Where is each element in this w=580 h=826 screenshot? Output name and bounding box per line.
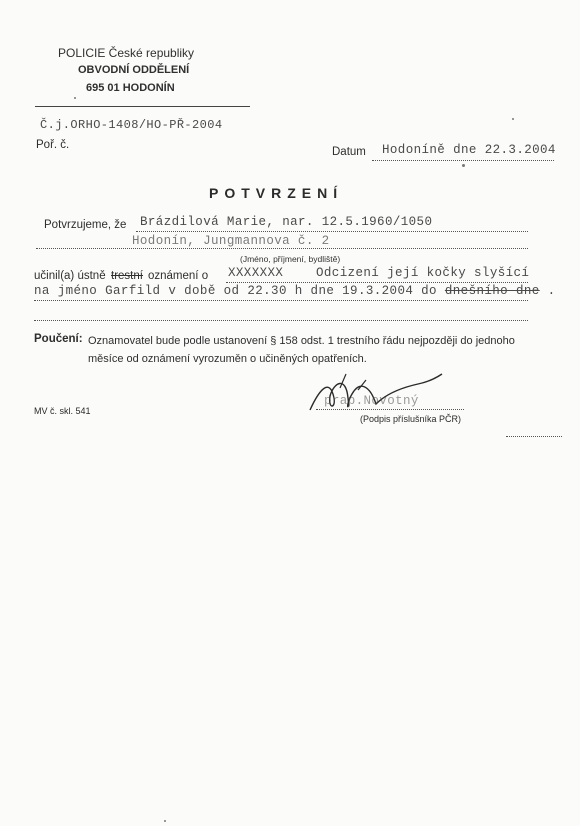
reference-number: Č.j.ORHO-1408/HO-PŘ-2004 bbox=[40, 118, 223, 132]
issuer-line-1: POLICIE České republiky bbox=[58, 46, 195, 60]
report-line-2-end: . bbox=[547, 284, 556, 298]
report-line-2-struck: dnešního dne bbox=[444, 284, 540, 298]
report-line-2-text: na jméno Garfild v době od 22.30 h dne 19.3.2004 do bbox=[34, 284, 437, 298]
person-address: Hodonín, Jungmannova č. 2 bbox=[132, 234, 330, 248]
signature-caption: (Podpis příslušníka PČR) bbox=[360, 414, 462, 424]
confirm-prefix: Potvrzujeme, že bbox=[44, 219, 127, 231]
report-dotted-line-3 bbox=[34, 320, 528, 321]
person-name: Brázdilová Marie, nar. 12.5.1960/1050 bbox=[140, 215, 433, 229]
document-title: POTVRZENÍ bbox=[209, 185, 344, 201]
notice-text-line-2: měsíce od oznámení vyrozuměn o učiněných opatřeních. bbox=[88, 353, 367, 365]
scan-edge-mark bbox=[506, 436, 562, 437]
scan-speck bbox=[164, 820, 166, 822]
scan-speck bbox=[74, 97, 76, 99]
date-dotted-line bbox=[372, 160, 554, 161]
address-dotted-line bbox=[36, 248, 528, 249]
notice-text-line-1: Oznamovatel bude podle ustanovení § 158 odst. 1 trestního řádu nejpozději do jednoho bbox=[88, 335, 515, 347]
report-middle: oznámení o bbox=[148, 270, 209, 282]
report-dotted-line-1 bbox=[226, 282, 528, 283]
field-caption: (Jméno, příjmení, bydliště) bbox=[240, 254, 341, 264]
header-rule bbox=[35, 106, 250, 107]
issuer-line-3: 695 01 HODONÍN bbox=[86, 82, 175, 94]
report-prefix: učinil(a) ústně bbox=[34, 270, 106, 282]
report-xout: XXXXXXX bbox=[228, 266, 284, 280]
scan-speck bbox=[462, 164, 465, 167]
report-struck-word: trestní bbox=[111, 270, 143, 282]
order-number-label: Poř. č. bbox=[36, 139, 70, 151]
signature-dotted-line bbox=[316, 409, 464, 410]
date-value: Hodoníně dne 22.3.2004 bbox=[382, 143, 556, 157]
report-subject-line-1: Odcizení její kočky slyšící bbox=[316, 266, 530, 280]
signatory-name: prap.Novotný bbox=[324, 394, 419, 408]
form-code: MV č. skl. 541 bbox=[34, 406, 91, 416]
person-dotted-line bbox=[136, 231, 528, 232]
report-subject-line-2 bbox=[34, 284, 556, 298]
date-label: Datum bbox=[332, 146, 366, 158]
issuer-line-2: OBVODNÍ ODDĚLENÍ bbox=[78, 64, 190, 76]
report-dotted-line-2 bbox=[34, 300, 528, 301]
scan-speck bbox=[512, 118, 514, 120]
notice-label: Poučení: bbox=[34, 333, 83, 345]
